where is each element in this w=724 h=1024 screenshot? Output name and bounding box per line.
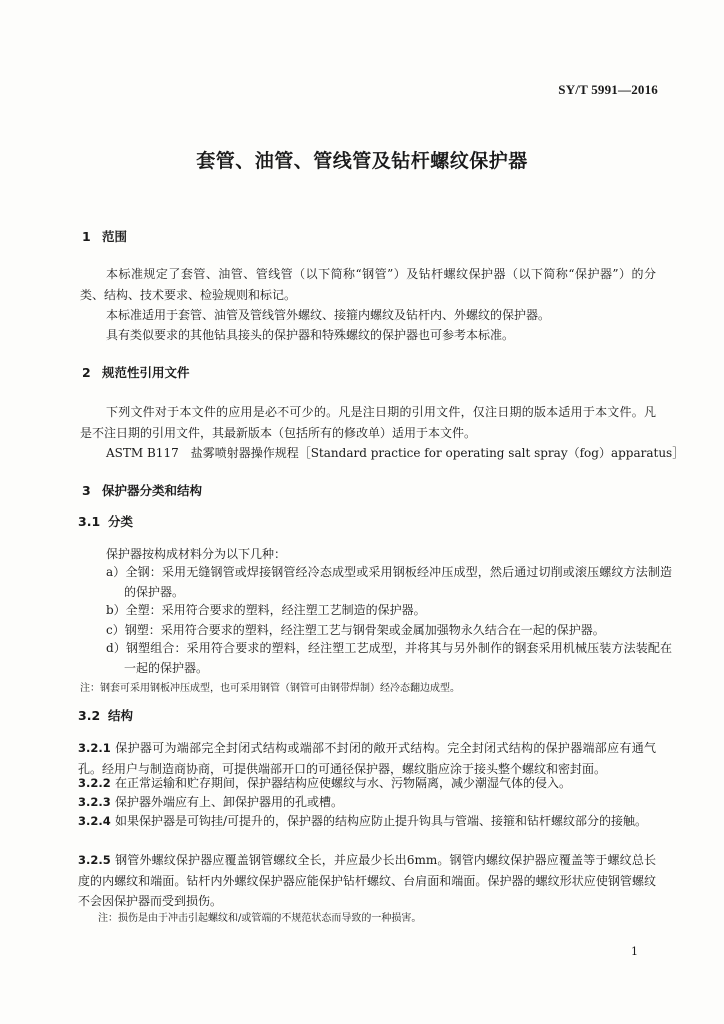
clause-number: 3.2.4 [78,814,111,828]
section-3-1-heading [78,512,133,530]
section-number: 3 [82,483,91,498]
section-3-2-heading [78,706,133,724]
document-title: 套管、油管、管线管及钻杆螺纹保护器 [196,150,528,172]
clause-number: 3.2.1 [78,741,111,755]
standard-code: SY/T 5991—2016 [558,82,658,97]
classification-note: 注：钢套可采用钢板冲压成型，也可采用钢管（钢管可由钢带焊制）经冷态翻边成型。 [80,683,460,694]
section-number: 3.1 [78,514,101,529]
scope-reference: 具有类似要求的其他钻具接头的保护器和特殊螺纹的保护器也可参考本标准。 [106,328,515,342]
classification-intro: 保护器按构成材料分为以下几种： [106,547,287,561]
section-title: 结构 [108,708,134,723]
section-title: 规范性引用文件 [102,365,190,380]
normative-references-paragraph: 下列文件对于本文件的应用是必不可少的。凡是注日期的引用文件，仅注日期的版本适用于本文件。凡是不注日期的引用文件，其最新版本（包括所有的修改单）适用于本文件。 [80,405,656,440]
list-item-a: a）全钢：采用无缝钢管或焊接钢管经冷态成型或采用钢板经冲压成型，然后通过切削或滚压螺纹方法制造的保护器。 [106,565,672,599]
clause-3-2-3 [78,792,656,813]
clause-3-2-2 [78,773,656,794]
list-item-b: b）全塑：采用符合要求的塑料，经注塑工艺制造的保护器。 [106,603,426,617]
clause-text: 如果保护器是可钩挂/可提升的，保护器的结构应防止提升钩具与管端、接箍和钻杆螺纹部分的接触。 [115,814,648,828]
structure-note: 注：损伤是由于冲击引起螺纹和/或管端的不规范状态而导致的一种损害。 [98,913,422,924]
section-number: 1 [82,229,91,244]
clause-text: 在正常运输和贮存期间，保护器结构应使螺纹与水、污物隔离，减少潮湿气体的侵入。 [115,776,572,790]
section-number: 2 [82,365,91,380]
page-number: 1 [631,945,638,958]
section-3-heading [82,481,202,499]
clause-3-2-4 [78,811,656,832]
scope-applicability: 本标准适用于套管、油管及管线管外螺纹、接箍内螺纹及钻杆内、外螺纹的保护器。 [106,308,551,322]
clause-text: 保护器可为端部完全封闭式结构或端部不封闭的敞开式结构。完全封闭式结构的保护器端部应有通气孔。经用户与制造商协商，可提供端部开口的可通径保护器，螺纹脂应涂于接头整个螺纹和密封面。 [78,741,656,776]
section-title: 分类 [108,514,134,529]
section-2-heading [82,363,190,381]
list-item-d: d）钢塑组合：采用符合要求的塑料，经注塑工艺成型，并将其与另外制作的钢套采用机械压装方法装配在一起的保护器。 [106,641,672,675]
clause-text: 保护器外端应有上、卸保护器用的孔或槽。 [115,795,344,809]
section-title: 范围 [102,229,128,244]
clause-number: 3.2.2 [78,776,111,790]
section-number: 3.2 [78,708,101,723]
list-item-c: c）钢塑：采用符合要求的塑料，经注塑工艺与钢骨架或金属加强物永久结合在一起的保护器。 [106,623,605,637]
clause-number: 3.2.3 [78,795,111,809]
clause-3-2-5 [78,850,656,912]
clause-number: 3.2.5 [78,853,111,867]
astm-b117-reference: ASTM B117 盐雾喷射器操作规程［Standard practice for operating salt spray（fog）apparatus］ [106,446,685,460]
scope-paragraph: 本标准规定了套管、油管、管线管（以下简称“钢管”）及钻杆螺纹保护器（以下简称“保护器”）的分类、结构、技术要求、检验规则和标记。 [80,267,656,302]
section-1-heading [82,227,127,245]
clause-text: 钢管外螺纹保护器应覆盖钢管螺纹全长，并应最少长出6mm。钢管内螺纹保护器应覆盖等于螺纹总长度的内螺纹和端面。钻杆内外螺纹保护器应能保护钻杆螺纹、台肩面和端面。保护器的螺纹形状应使钢管螺纹不会因保护器而受到损伤。 [78,853,656,908]
section-title: 保护器分类和结构 [102,483,203,498]
